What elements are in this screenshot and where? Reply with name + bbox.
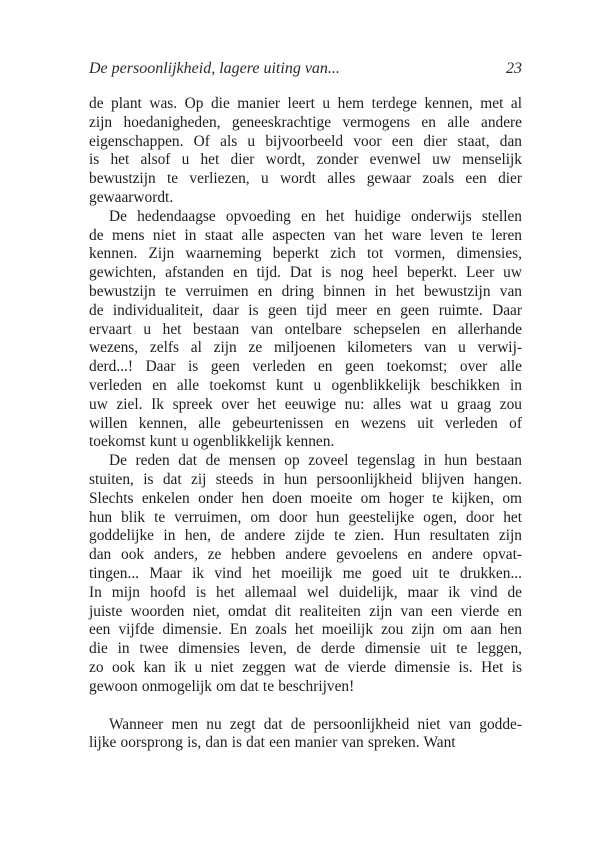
text-line: tingen... Maar ik vind het moeilijk me goed uit te drukken... [89,564,522,582]
paragraph [89,95,522,208]
text-line: In mijn hoofd is het allemaal wel duidelijk, maar ik vind de [89,583,522,601]
text-line: hun blik te verruimen, om door hun geestelijke ogen, door het [89,508,522,526]
paragraph [89,452,522,696]
text-line: willen kennen, alle gebeurtenissen en wezens uit verleden of [89,414,522,432]
text-line: gewaarwordt. [89,188,174,206]
text-line: die in twee dimensies leven, de derde dimensie uit te leggen, [89,640,522,658]
page-number: 23 [506,60,522,77]
page-header [89,59,522,78]
text-line: toekomst kunt u ogenblikkelijk kennen. [89,433,335,451]
text-line: gewoon onmogelijk om dat te beschrijven! [89,677,355,695]
text-line: de mens niet in staat alle aspecten van het ware leven te leren [89,226,522,244]
text-line: uw ziel. Ik spreek over het eeuwige nu: alles wat u graag zou [89,395,522,413]
running-title: De persoonlijkheid, lagere uiting van... [89,60,340,77]
text-line: zijn hoedanigheden, geneeskrachtige vermogens en alle andere [89,113,522,131]
text-line: bewustzijn te verliezen, u wordt alles gewaar zoals een dier [89,170,522,188]
paragraph [89,208,522,452]
text-line: De reden dat de mensen op zoveel tegenslag in hun bestaan [109,452,522,470]
text-line: de individualiteit, daar is geen tijd meer en geen ruimte. Daar [89,301,522,319]
text-line: kennen. Zijn waarneming beperkt zich tot vormen, dimensies, [89,245,522,263]
text-line: goddelijke in hen, de andere zijde te zien. Hun resultaten zijn [89,527,522,545]
text-line: een vijfde dimensie. En zoals het moeilijk zou zijn om aan hen [89,621,522,639]
text-line: eigenschappen. Of als u bijvoorbeeld voor een dier staat, dan [89,132,522,150]
text-line: wezens, zelfs al zijn ze miljoenen kilometers van u verwij- [89,339,522,357]
page-body [89,95,522,753]
text-line: dan ook anders, ze hebben andere gevoelens en andere opvat- [89,546,522,564]
text-line: de plant was. Op die manier leert u hem terdege kennen, met al [89,95,522,112]
text-line: Wanneer men nu zegt dat de persoonlijkheid niet van godde- [109,715,522,733]
text-line: zo ook kan ik u niet zeggen wat de vierde dimensie is. Het is [89,658,522,676]
text-line: verleden en alle toekomst kunt u ogenblikkelijk beschikken in [89,376,522,394]
text-line: derd...! Daar is geen verleden en geen toekomst; over alle [89,358,522,376]
text-line: bewustzijn te verruimen en dring binnen in het bewustzijn van [89,282,522,300]
text-line: juiste woorden niet, omdat dit realiteiten zijn van een vierde en [89,602,522,620]
text-line: Slechts enkelen onder hen doen moeite om hoger te kijken, om [89,489,522,507]
text-line: lijke oorsprong is, dan is dat een manier van spreken. Want [89,734,456,752]
text-line: is het alsof u het dier wordt, zonder evenwel uw menselijk [89,151,522,169]
text-line: stuiten, is dat zij steeds in hun persoonlijkheid blijven hangen. [89,470,522,488]
text-line: ervaart u het bestaan van ontelbare schepselen en allerhande [89,320,522,338]
paragraph [89,716,522,754]
text-line: De hedendaagse opvoeding en het huidige onderwijs stellen [109,207,522,225]
text-line: gewichten, afstanden en tijd. Dat is nog heel beperkt. Leer uw [89,264,522,282]
